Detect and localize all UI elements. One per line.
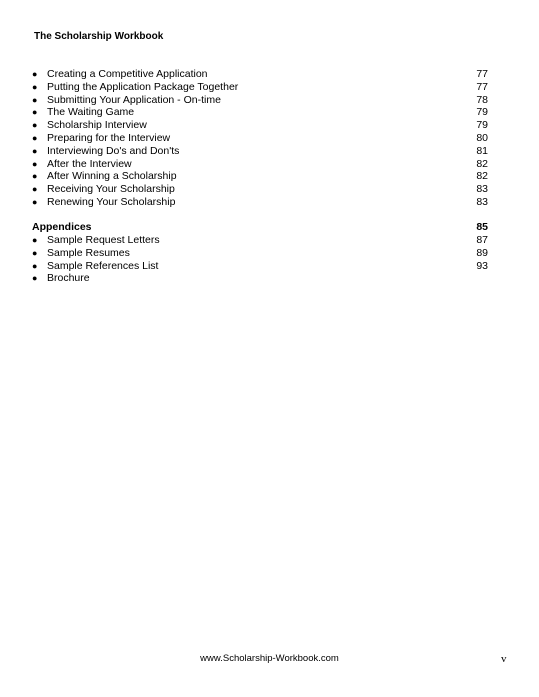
bullet-icon: ● bbox=[32, 132, 38, 143]
appendix-entry-label: Sample Resumes bbox=[47, 246, 130, 259]
appendix-entry-page: 93 bbox=[476, 259, 488, 272]
toc-entry-page: 77 bbox=[476, 80, 488, 93]
toc-entry-label: The Waiting Game bbox=[47, 106, 135, 119]
bullet-icon: ● bbox=[32, 107, 38, 118]
bullet-icon: ● bbox=[32, 120, 38, 131]
appendices-heading-label: Appendices bbox=[32, 221, 92, 233]
toc-entry bbox=[32, 196, 488, 209]
appendices-heading-page: 85 bbox=[476, 221, 488, 233]
toc-entry bbox=[32, 132, 488, 145]
toc-entry-label: Submitting Your Application - On-time bbox=[47, 93, 221, 106]
bullet-icon: ● bbox=[32, 145, 38, 156]
toc-entry-label: After Winning a Scholarship bbox=[47, 170, 177, 183]
toc-entry bbox=[32, 145, 488, 158]
toc-list bbox=[32, 68, 488, 209]
toc-entry bbox=[32, 183, 488, 196]
appendix-entry-page: 89 bbox=[476, 246, 488, 259]
toc-entry bbox=[32, 119, 488, 132]
toc-entry-label: Creating a Competitive Application bbox=[47, 68, 208, 80]
toc-entry-page: 79 bbox=[476, 106, 488, 119]
toc-entry-label: Scholarship Interview bbox=[47, 119, 147, 132]
toc-entry-label: Renewing Your Scholarship bbox=[47, 195, 176, 208]
toc-entry bbox=[32, 94, 488, 107]
bullet-icon: ● bbox=[32, 273, 38, 284]
appendix-entry-label: Sample Request Letters bbox=[47, 234, 160, 246]
appendix-entry bbox=[32, 260, 488, 273]
bullet-icon: ● bbox=[32, 158, 38, 169]
bullet-icon: ● bbox=[32, 247, 38, 258]
toc-entry-page: 82 bbox=[476, 157, 488, 170]
toc-entry-page: 83 bbox=[476, 195, 488, 208]
bullet-icon: ● bbox=[32, 69, 38, 79]
bullet-icon: ● bbox=[32, 260, 38, 271]
appendix-entry bbox=[32, 234, 488, 247]
bullet-icon: ● bbox=[32, 81, 38, 92]
appendices-list bbox=[32, 221, 488, 285]
appendix-entry bbox=[32, 247, 488, 260]
toc-entry bbox=[32, 81, 488, 94]
bullet-icon: ● bbox=[32, 94, 38, 105]
toc-entry-label: Interviewing Do's and Don'ts bbox=[47, 144, 180, 157]
bullet-icon: ● bbox=[32, 184, 38, 195]
appendix-entry-page: 87 bbox=[476, 234, 488, 246]
toc-entry bbox=[32, 68, 488, 81]
appendix-entry bbox=[32, 272, 488, 285]
toc-entry-page: 79 bbox=[476, 119, 488, 132]
bullet-icon: ● bbox=[32, 171, 38, 182]
toc-entry-label: Preparing for the Interview bbox=[47, 131, 171, 144]
appendices-heading bbox=[32, 221, 488, 234]
toc-entry-page: 77 bbox=[476, 68, 488, 80]
toc-entry-page: 78 bbox=[476, 93, 488, 106]
appendix-entry-label: Sample References List bbox=[47, 259, 159, 272]
page-number: v bbox=[501, 653, 507, 665]
toc-entry bbox=[32, 158, 488, 171]
toc-entry-page: 82 bbox=[476, 170, 488, 183]
toc-entry-page: 81 bbox=[476, 144, 488, 157]
appendix-entry-label: Brochure bbox=[47, 272, 90, 285]
toc-entry-label: Putting the Application Package Together bbox=[47, 80, 239, 93]
toc-entry bbox=[32, 170, 488, 183]
book-title: The Scholarship Workbook bbox=[34, 31, 164, 42]
bullet-icon: ● bbox=[32, 235, 38, 245]
bullet-icon: ● bbox=[32, 196, 38, 207]
toc-entry-label: After the Interview bbox=[47, 157, 132, 170]
toc-entry-label: Receiving Your Scholarship bbox=[47, 183, 175, 196]
toc-entry-page: 80 bbox=[476, 131, 488, 144]
toc-entry-page: 83 bbox=[476, 183, 488, 196]
footer-url: www.Scholarship-Workbook.com bbox=[200, 653, 339, 664]
toc-entry bbox=[32, 106, 488, 119]
